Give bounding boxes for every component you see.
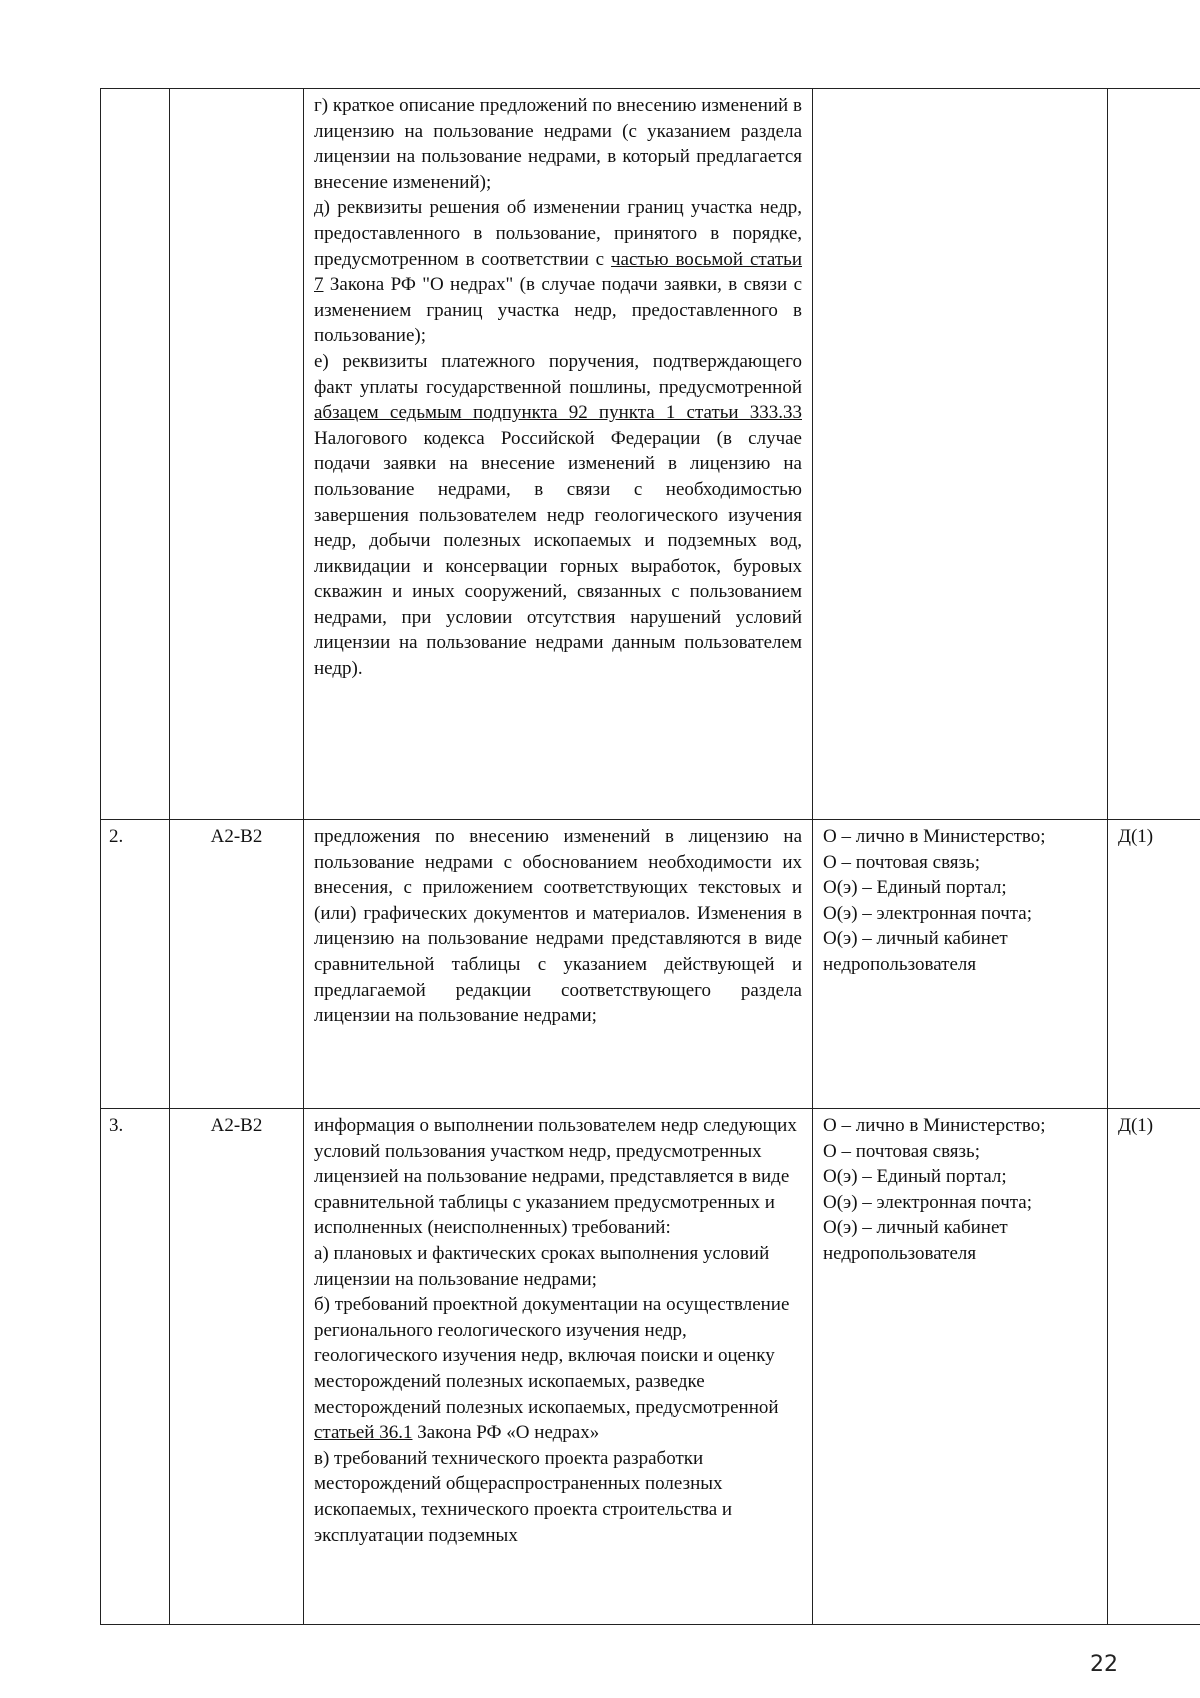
row-number: 2.	[101, 820, 170, 1109]
row-description	[304, 1109, 813, 1625]
row-description	[304, 820, 813, 1109]
document-table	[100, 88, 1200, 1625]
submission-methods	[813, 89, 1108, 820]
method-line: О – лично в Министерство;	[823, 826, 1046, 847]
page-number: 22	[1090, 1652, 1118, 1677]
text-paragraph: б) требований проектной документации на осуществление регионального геологического изучения недр, геологического изучения недр, включая поиски и оценку месторождений полезных ископаемых, разведке месторождений полезных ископаемых, предусмотренной статьей 36.1 Закона РФ «О недрах»	[314, 1294, 790, 1444]
row-code	[170, 89, 304, 820]
row-frequency: Д(1)	[1108, 1109, 1200, 1625]
text-paragraph: д) реквизиты решения об изменении границ участка недр, предоставленного в пользование, принятого в порядке, предусмотренном в соответствии с частью восьмой статьи 7 Закона РФ "О недрах" (в случае подачи заявки, в связи с изменением границ участка недр, предоставленного в пользование);	[314, 197, 803, 347]
text-paragraph: предложения по внесению изменений в лицензию на пользование недрами с обоснованием необходимости их внесения, с приложением соответствующих текстовых и (или) графических документов и материалов. Изменения в лицензию на пользование недрами представляются в виде сравнительной таблицы с указанием действующей и предлагаемой редакции соответствующего раздела лицензии на пользование недрами;	[314, 826, 802, 1027]
method-line: О(э) – электронная почта;	[823, 902, 1033, 924]
row-description	[304, 89, 813, 820]
method-line: О(э) – электронная почта;	[823, 1191, 1033, 1213]
row-number	[101, 89, 170, 820]
method-line: О – лично в Министерство;	[823, 1115, 1046, 1136]
row-frequency	[1108, 89, 1200, 820]
method-line: О(э) – личный кабинет недропользователя	[823, 928, 1008, 975]
method-line: О(э) – Единый портал;	[823, 1166, 1007, 1188]
row-frequency: Д(1)	[1108, 820, 1200, 1109]
row-code: А2-В2	[170, 1109, 304, 1625]
submission-methods	[813, 820, 1108, 1109]
method-line: О(э) – личный кабинет недропользователя	[823, 1217, 1008, 1264]
table-row	[101, 89, 1200, 820]
law-reference-link[interactable]: абзацем седьмым подпункта 92 пункта 1 статьи 333.33	[314, 402, 802, 424]
table-row	[101, 820, 1200, 1109]
row-number: 3.	[101, 1109, 170, 1625]
law-reference-link[interactable]: частью восьмой статьи 7	[314, 248, 803, 296]
text-paragraph: е) реквизиты платежного поручения, подтверждающего факт уплаты государственной пошлины, предусмотренной абзацем седьмым подпункта 92 пункта 1 статьи 333.33 Налогового кодекса Российской Федерации (в случае подачи заявки на внесение изменений в лицензию на пользование недрами, в связи с необходимостью завершения пользователем недр геологического изучения недр, добычи полезных ископаемых и подземных вод, ликвидации и консервации горных выработок, буровых скважин и иных сооружений, связанных с пользованием недрами, при условии отсутствия нарушений условий лицензии на пользование недрами данным пользователем недр).	[314, 350, 802, 680]
submission-methods	[813, 1109, 1108, 1625]
text-paragraph: в) требований технического проекта разработки месторождений общераспространенных полезных ископаемых, технического проекта строительства и эксплуатации подземных	[314, 1447, 733, 1546]
row-code: А2-В2	[170, 820, 304, 1109]
method-line: О – почтовая связь;	[823, 1140, 980, 1162]
text-paragraph: а) плановых и фактических сроках выполнения условий лицензии на пользование недрами;	[314, 1242, 770, 1290]
text-paragraph: информация о выполнении пользователем недр следующих условий пользования участком недр, предусмотренных лицензией на пользование недрами, представляется в виде сравнительной таблицы с указанием предусмотренных и исполненных (неисполненных) требований:	[314, 1115, 797, 1239]
method-line: О – почтовая связь;	[823, 851, 980, 873]
method-line: О(э) – Единый портал;	[823, 877, 1007, 899]
law-reference-link[interactable]: статьей 36.1	[314, 1422, 413, 1444]
table-row	[101, 1109, 1200, 1625]
text-paragraph: г) краткое описание предложений по внесению изменений в лицензию на пользование недрами (с указанием раздела лицензии на пользование недрами, в который предлагается внесение изменений);	[314, 95, 802, 193]
